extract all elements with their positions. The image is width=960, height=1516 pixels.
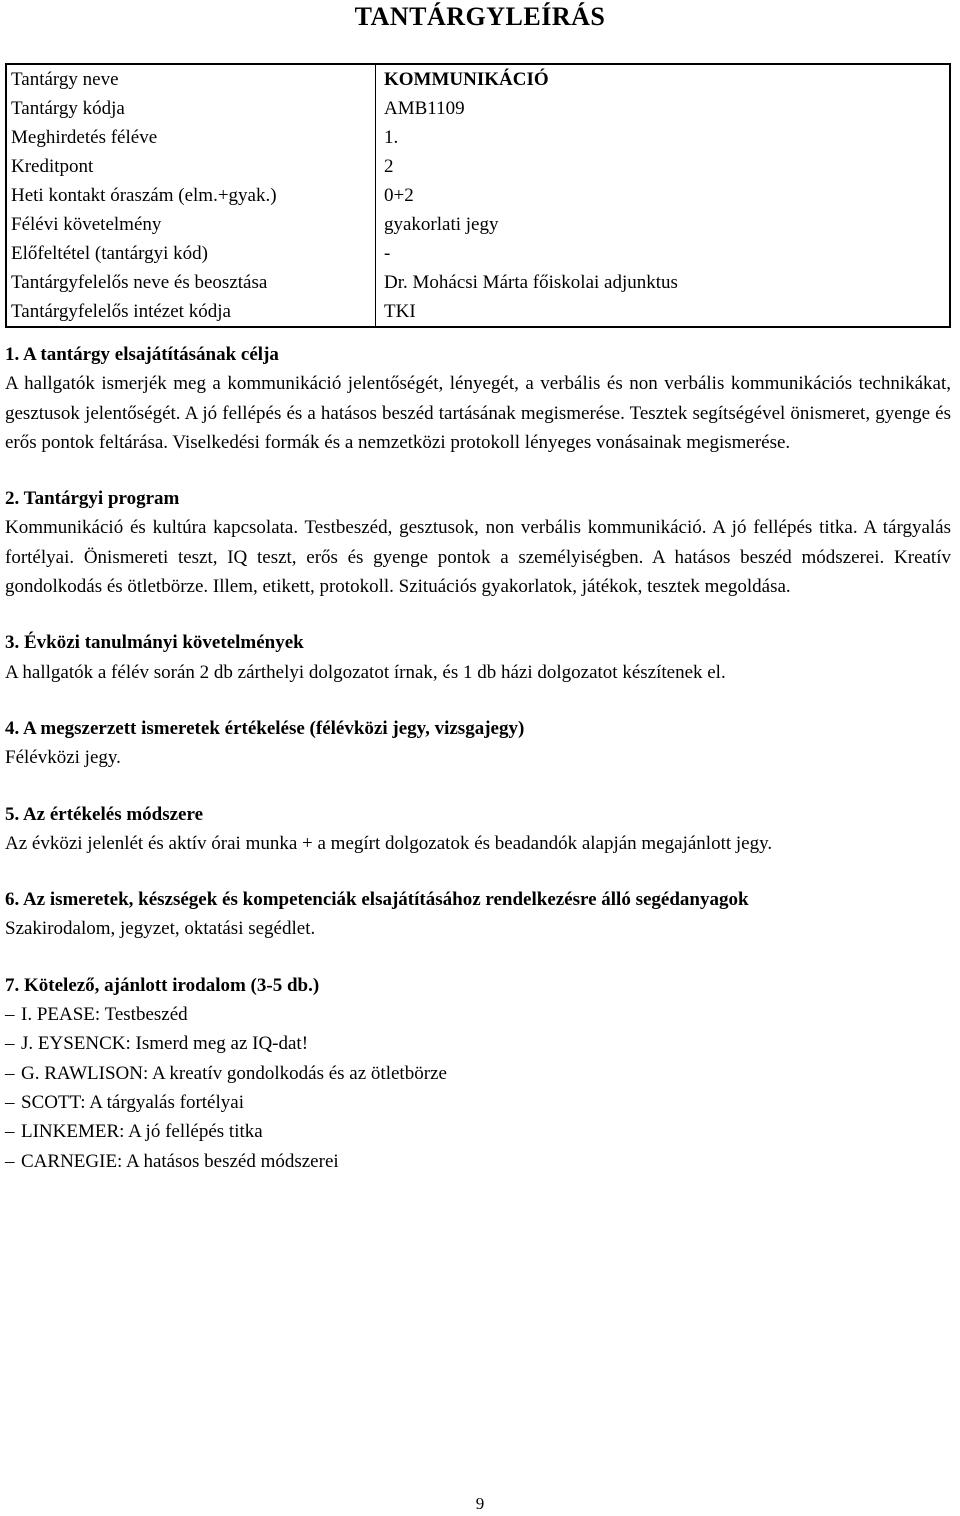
- list-item: [5, 1000, 951, 1029]
- info-value: gyakorlati jegy: [384, 214, 499, 235]
- document-title: TANTÁRGYLEÍRÁS: [354, 2, 606, 31]
- dash-bullet: –: [5, 1062, 15, 1084]
- section-heading: 6. Az ismeretek, készségek és kompetenciák elsajátításához rendelkezésre álló segédanyagok: [5, 889, 749, 911]
- literature-entry: SCOTT: A tárgyalás fortélyai: [21, 1091, 244, 1113]
- info-row: [6, 123, 950, 152]
- section-materials: [5, 885, 951, 944]
- info-row: [6, 152, 950, 181]
- info-label: Előfeltétel (tantárgyi kód): [6, 239, 376, 268]
- section-program: [5, 484, 951, 601]
- info-value: TKI: [384, 301, 416, 322]
- section-heading: 5. Az értékelés módszere: [5, 803, 204, 825]
- course-info-table: [5, 63, 951, 328]
- info-row: [6, 210, 950, 239]
- section-text: Félévközi jegy.: [5, 747, 121, 769]
- dash-bullet: –: [5, 1004, 15, 1026]
- info-row: [6, 297, 950, 327]
- page-number: 9: [475, 1494, 485, 1513]
- info-row: [6, 94, 950, 123]
- list-item: [5, 1059, 951, 1088]
- info-label: Tantárgyfelelős neve és beosztása: [6, 268, 376, 297]
- section-evaluation: [5, 714, 951, 773]
- section-text: Az évközi jelenlét és aktív órai munka + a megírt dolgozatok és beadandók alapján megajánlott jegy.: [5, 832, 773, 854]
- info-value: AMB1109: [384, 98, 465, 119]
- section-method: [5, 800, 951, 859]
- section-requirements: [5, 628, 951, 687]
- literature-entry: I. PEASE: Testbeszéd: [21, 1004, 188, 1026]
- info-value: 1.: [384, 127, 399, 148]
- info-row: [6, 268, 950, 297]
- section-literature: [5, 971, 951, 1176]
- list-item: [5, 1029, 951, 1058]
- section-heading: 1. A tantárgy elsajátításának célja: [5, 344, 279, 365]
- list-item: [5, 1147, 951, 1176]
- section-text: A hallgatók ismerjék meg a kommunikáció jelentőségét, lényegét, a verbális és non verbális kommunikációs technikákat, gesztusok jelentőségét. A jó fellépés és a hatásos beszéd tartásának megismerése. Tesztek segítségével önismeret, gyenge és erős pontok feltárása. Viselkedési formák és a nemzetközi protokoll lényeges vonásainak megismerése.: [5, 373, 951, 453]
- info-value: 2: [384, 156, 394, 177]
- section-heading: 4. A megszerzett ismeretek értékelése (félévközi jegy, vizsgajegy): [5, 717, 525, 739]
- info-row: [6, 181, 950, 210]
- info-value: 0+2: [384, 185, 414, 206]
- dash-bullet: –: [5, 1091, 15, 1113]
- section-text: Kommunikáció és kultúra kapcsolata. Testbeszéd, gesztusok, non verbális kommunikáció. A jó fellépés titka. A tárgyalás fortélyai. Önismereti teszt, IQ teszt, erős és gyenge pontok a személyiségben. A hatásos beszéd módszerei. Kreatív gondolkodás és ötletbörze. Illem, etikett, protokoll. Szituációs gyakorlatok, játékok, tesztek megoldása.: [5, 517, 951, 598]
- info-label: Heti kontakt óraszám (elm.+gyak.): [6, 181, 376, 210]
- info-value: KOMMUNIKÁCIÓ: [384, 69, 549, 90]
- info-value: Dr. Mohácsi Márta főiskolai adjunktus: [384, 272, 678, 293]
- info-label: Tantárgy kódja: [6, 94, 376, 123]
- dash-bullet: –: [5, 1121, 15, 1143]
- dash-bullet: –: [5, 1033, 15, 1055]
- literature-entry: CARNEGIE: A hatásos beszéd módszerei: [21, 1150, 339, 1172]
- literature-entry: J. EYSENCK: Ismerd meg az IQ-dat!: [21, 1033, 309, 1055]
- literature-list: [5, 1000, 951, 1176]
- info-label: Meghirdetés féléve: [6, 123, 376, 152]
- section-heading: 3. Évközi tanulmányi követelmények: [5, 632, 304, 654]
- section-goal: [5, 340, 951, 457]
- section-heading: 7. Kötelező, ajánlott irodalom (3-5 db.): [5, 974, 320, 996]
- info-value: -: [384, 243, 391, 264]
- section-text: Szakirodalom, jegyzet, oktatási segédlet.: [5, 918, 316, 940]
- info-row: [6, 239, 950, 268]
- document-body: [5, 340, 951, 1203]
- literature-entry: LINKEMER: A jó fellépés titka: [21, 1121, 263, 1143]
- section-text: A hallgatók a félév során 2 db zárthelyi dolgozatot írnak, és 1 db házi dolgozatot készítenek el.: [5, 661, 726, 683]
- info-label: Tantárgyfelelős intézet kódja: [6, 297, 376, 327]
- info-row: [6, 64, 950, 94]
- dash-bullet: –: [5, 1150, 15, 1172]
- literature-entry: G. RAWLISON: A kreatív gondolkodás és az ötletbörze: [21, 1062, 447, 1084]
- info-label: Tantárgy neve: [6, 64, 376, 94]
- section-heading: 2. Tantárgyi program: [5, 488, 180, 510]
- list-item: [5, 1088, 951, 1117]
- info-label: Kreditpont: [6, 152, 376, 181]
- list-item: [5, 1117, 951, 1146]
- info-label: Félévi követelmény: [6, 210, 376, 239]
